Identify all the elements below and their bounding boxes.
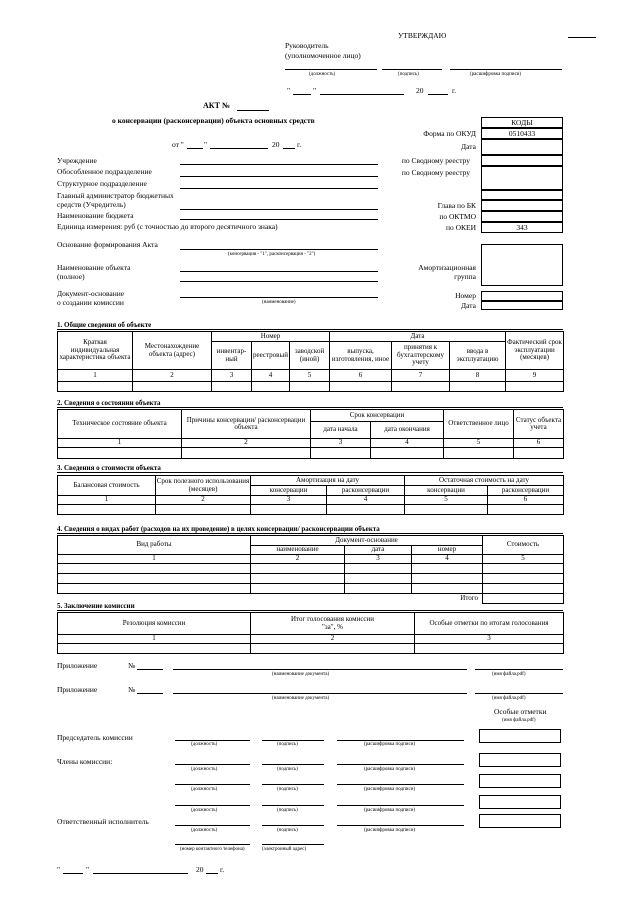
s3-num: 4: [327, 496, 405, 505]
approval-day-line: [293, 94, 311, 95]
member1-position-hint: (должность): [191, 767, 218, 772]
attach-no-1: №: [128, 661, 136, 670]
s2-h-end: дата окончания: [371, 422, 444, 439]
admin-line[interactable]: [180, 209, 378, 210]
s3-rule: [57, 472, 563, 473]
s1-num: 3: [212, 370, 252, 382]
codes-date-box[interactable]: [481, 139, 563, 155]
member1-decoding-line[interactable]: [337, 764, 464, 765]
member2-signature-hint: (подпись): [277, 787, 298, 792]
executor-notes-box[interactable]: [479, 814, 561, 828]
s5-h-notes: Особые отметки по итогам голосования: [415, 613, 564, 635]
s2-table: [57, 409, 564, 459]
members-label: Члены комиссии:: [57, 757, 113, 766]
s4-total-label: Итого: [460, 594, 478, 603]
executor-position-hint: (должность): [191, 828, 218, 833]
table-row[interactable]: [58, 574, 564, 584]
chair-decoding-hint: (расшифровка подписи): [364, 742, 416, 747]
structural-line[interactable]: [180, 188, 378, 189]
s4-rule: [57, 533, 563, 534]
s2-h-reason: Причины консервации/ расконсервации объекта: [182, 410, 311, 439]
s4-h-name: наименование: [251, 546, 345, 555]
s4-num: 5: [483, 555, 564, 564]
s2-h-start: дата начала: [311, 422, 371, 439]
approval-year-line: [428, 94, 448, 95]
date2-label: Дата: [461, 301, 476, 310]
email-hint: (электронный адрес): [262, 847, 307, 852]
s1-h-made: выпуска, изготовления, иное: [330, 342, 392, 370]
s4-num: 1: [58, 555, 251, 564]
s3-num: 5: [405, 496, 488, 505]
oktmo-label: по ОКТМО: [439, 212, 476, 221]
s1-h-num: Номер: [212, 332, 330, 342]
member3-position-hint: (должность): [191, 808, 218, 813]
s4-h-cost: Стоимость: [483, 536, 564, 555]
codes-number-box[interactable]: [481, 291, 563, 301]
s1-h-reg: реестровый: [252, 342, 290, 370]
s2-h-state: Техническое состояние объекта: [58, 410, 182, 439]
phone-line[interactable]: [175, 844, 250, 845]
act-day-line: [187, 148, 203, 149]
s4-h-doc: Документ-основание: [251, 536, 483, 546]
table-row[interactable]: [58, 505, 564, 515]
executor-decoding-line[interactable]: [337, 825, 464, 826]
s5-title: 5. Заключение комиссии: [57, 602, 135, 610]
act-g: г.: [297, 140, 302, 149]
member3-notes-box[interactable]: [479, 795, 561, 809]
basis-hint: (консервация - "1", расконсервация - "2"): [228, 252, 316, 257]
s1-num: 5: [290, 370, 330, 382]
s2-h-status: Статус объекта учета: [514, 410, 564, 439]
s2-h-term: Срок консервации: [311, 410, 444, 422]
admin-label: Главный администратор бюджетных: [57, 191, 174, 200]
footer-quote2: ": [86, 865, 90, 874]
member2-signature-line[interactable]: [262, 784, 324, 785]
s2-num: 2: [182, 439, 311, 448]
executor-signature-hint: (подпись): [277, 828, 298, 833]
approval-decoding-hint: (расшифровка подписи): [470, 72, 522, 77]
s2-num: 5: [444, 439, 514, 448]
approval-month-line: [320, 94, 404, 95]
doc-label-2: о создании комиссии: [57, 298, 124, 307]
s5-table: [57, 612, 564, 654]
member3-signature-hint: (подпись): [277, 808, 298, 813]
s3-title: 3. Сведения о стоимости объекта: [57, 464, 161, 472]
executor-signature-line[interactable]: [262, 825, 324, 826]
s1-num: 8: [450, 370, 506, 382]
s1-title: 1. Общие сведения об объекте: [57, 321, 152, 329]
s3-h-cons: консервации: [251, 486, 327, 496]
institution-label: Учреждение: [57, 156, 97, 165]
act-number-label: АКТ №: [203, 101, 230, 110]
s3-num: 2: [156, 496, 251, 505]
member1-position-line[interactable]: [175, 764, 250, 765]
s4-num: 2: [251, 555, 345, 564]
s5-num: 1: [58, 635, 251, 644]
footer-year-line[interactable]: [206, 873, 218, 874]
amort-label-2: группа: [454, 272, 476, 281]
s2-h-resp: Ответственное лицо: [444, 410, 514, 439]
s4-num: 3: [345, 555, 412, 564]
s1-h-loc: Местонахождение объекта (адрес): [133, 332, 212, 370]
s1-h-char: Краткая индивидуальная характеристика объекта: [58, 332, 133, 370]
s1-h-acc: принятия к бухгалтерскому учету: [392, 342, 450, 370]
s5-num: 2: [251, 635, 415, 644]
member1-notes-box[interactable]: [479, 753, 561, 767]
s2-num: 4: [371, 439, 444, 448]
s4-table: [57, 535, 564, 604]
codes-okei-value: 343: [516, 223, 528, 232]
attach-no-2: №: [128, 685, 136, 694]
separate-label: Обособленное подразделение: [57, 167, 152, 176]
member2-decoding-hint: (расшифровка подписи): [364, 787, 416, 792]
table-row[interactable]: [58, 448, 564, 459]
separate-line[interactable]: [180, 176, 378, 177]
budget-label: Наименование бюджета: [57, 211, 134, 220]
act-quote2: ": [204, 140, 208, 149]
act-month-line: [210, 148, 268, 149]
approval-position-line: [285, 69, 377, 70]
member3-decoding-hint: (расшифровка подписи): [364, 808, 416, 813]
chair-label: Председатель комиссии: [57, 733, 133, 742]
chair-position-line[interactable]: [175, 740, 250, 741]
s1-h-fact: заводской (иной): [290, 342, 330, 370]
attach-label-1: Приложение: [57, 661, 98, 670]
codes-header: КОДЫ: [511, 118, 533, 127]
reg2-label: по Сводному реестру: [401, 168, 470, 177]
member2-position-hint: (должность): [191, 787, 218, 792]
approval-signature-hint: (подпись): [398, 72, 419, 77]
act-title: о консервации (расконсервации) объекта основных средств: [112, 116, 315, 125]
okei-label: по ОКЕИ: [445, 223, 476, 232]
doc-label: Документ-основание: [57, 289, 125, 298]
approval-position-hint: (должность): [309, 72, 336, 77]
s3-h-term: Срок полезного использования (месяцев): [156, 476, 251, 496]
member1-signature-hint: (подпись): [277, 767, 298, 772]
codes-reg1-box[interactable]: [481, 155, 563, 166]
institution-line[interactable]: [180, 164, 378, 165]
s3-h-cons2: консервации: [405, 486, 488, 496]
reg1-label: по Сводному реестру: [401, 156, 470, 165]
act-from: от ": [172, 140, 184, 149]
chair-decoding-line[interactable]: [337, 740, 464, 741]
s5-num: 3: [415, 635, 564, 644]
member3-signature-line[interactable]: [262, 805, 324, 806]
s5-h-res: Резолюция комиссии: [58, 613, 251, 635]
structural-label: Структурное подразделение: [57, 179, 147, 188]
phone-hint: (номер контактного телефона): [180, 847, 245, 852]
s3-h-bal: Балансовая стоимость: [58, 476, 156, 496]
s1-h-date: Дата: [330, 332, 506, 342]
executor-decoding-hint: (расшифровка подписи): [364, 828, 416, 833]
table-row[interactable]: [58, 382, 564, 392]
approval-head: Руководитель: [285, 41, 329, 50]
attach-doc-line-1[interactable]: [173, 669, 467, 670]
s1-h-life: Фактический срок эксплуатации (месяцев): [506, 332, 564, 370]
act-number-line: [237, 110, 269, 111]
chair-position-hint: (должность): [191, 742, 218, 747]
special-notes-hint: (имя файла.pdf): [502, 718, 536, 723]
table-row[interactable]: [58, 564, 564, 574]
object-label: Наименование объекта: [57, 263, 131, 272]
attach-doc-line-2[interactable]: [173, 693, 467, 694]
s3-num: 1: [58, 496, 156, 505]
s4-num: 4: [412, 555, 483, 564]
s4-h-date: дата: [345, 546, 412, 555]
table-row[interactable]: [58, 644, 564, 654]
s1-num: 1: [58, 370, 133, 382]
basis-line[interactable]: [180, 249, 378, 250]
s2-num: 3: [311, 439, 371, 448]
executor-position-line[interactable]: [175, 825, 250, 826]
table-row[interactable]: [58, 584, 564, 594]
chair-notes-box[interactable]: [479, 729, 561, 743]
s1-h-op: ввода в эксплуатацию: [450, 342, 506, 370]
email-line[interactable]: [262, 844, 324, 845]
act-year: 20: [272, 140, 280, 149]
footer-quote1: ": [57, 865, 61, 874]
date-label: Дата: [461, 142, 476, 151]
s3-table: [57, 475, 564, 515]
codes-reg2-box[interactable]: [481, 166, 563, 190]
s5-h-vote: Итог голосования комиссии "за", %: [251, 613, 415, 635]
attach-no-line-1[interactable]: [137, 669, 163, 670]
codes-okud-value: 0510433: [508, 129, 536, 138]
approval-year: 20: [416, 86, 424, 95]
s5-rule: [57, 610, 563, 611]
attach-doc-hint-1: (наименование документа): [272, 672, 330, 677]
attach-file-line-1[interactable]: [475, 669, 563, 670]
approval-date-quote2: ": [313, 86, 317, 95]
executor-label: Ответственный исполнитель: [57, 817, 149, 826]
attach-file-hint-1: (имя файла.pdf): [492, 672, 526, 677]
s4-h-num: номер: [412, 546, 483, 555]
footer-month-line[interactable]: [93, 873, 188, 874]
codes-date2-box[interactable]: [481, 301, 563, 310]
s3-num: 6: [488, 496, 564, 505]
member2-decoding-line[interactable]: [337, 784, 464, 785]
member3-position-line[interactable]: [175, 805, 250, 806]
object-line-1[interactable]: [180, 271, 378, 272]
s2-title: 2. Сведения о состоянии объекта: [57, 399, 161, 407]
s1-table: [57, 331, 564, 392]
approval-head-sub: (уполномоченное лицо): [285, 51, 361, 60]
s2-num: 1: [58, 439, 182, 448]
approval-decoding-line: [450, 69, 562, 70]
doc-line[interactable]: [180, 297, 378, 298]
footer-year: 20: [196, 865, 204, 874]
s1-num: 6: [330, 370, 392, 382]
corner-mark: [568, 37, 596, 38]
chair-signature-hint: (подпись): [277, 742, 298, 747]
attach-file-hint-2: (имя файла.pdf): [492, 696, 526, 701]
s1-num: 7: [392, 370, 450, 382]
approval-g: г.: [452, 86, 457, 95]
object-label-2: (полное): [57, 272, 85, 281]
s3-h-rest: Остаточная стоимость на дату: [405, 476, 564, 486]
s1-num: 9: [506, 370, 564, 382]
member2-position-line[interactable]: [175, 784, 250, 785]
admin-label-2: средств (Учредитель): [57, 200, 126, 209]
s3-h-recons2: расконсервации: [488, 486, 564, 496]
attach-doc-hint-2: (наименование документа): [272, 696, 330, 701]
okud-label: Форма по ОКУД: [423, 129, 476, 138]
number-label: Номер: [455, 291, 476, 300]
approval-date-quote1: ": [287, 86, 291, 95]
s4-h-kind: Вид работы: [58, 536, 251, 555]
attach-file-line-2[interactable]: [475, 693, 563, 694]
act-year-line: [283, 148, 295, 149]
approval-signature-line: [382, 69, 442, 70]
attach-no-line-2[interactable]: [137, 693, 163, 694]
basis-label: Основание формирования Акта: [57, 240, 158, 249]
s4-total-cell[interactable]: [483, 594, 564, 604]
s2-num: 6: [514, 439, 564, 448]
member1-signature-line[interactable]: [262, 764, 324, 765]
member2-notes-box[interactable]: [479, 774, 561, 788]
special-notes-label: Особые отметки: [494, 707, 547, 716]
member3-decoding-line[interactable]: [337, 805, 464, 806]
codes-bk-box[interactable]: [481, 200, 563, 211]
attach-label-2: Приложение: [57, 685, 98, 694]
codes-basis-box[interactable]: [481, 244, 563, 286]
doc-hint: (наименование): [262, 300, 296, 305]
s3-h-recons: расконсервации: [327, 486, 405, 496]
chair-signature-line[interactable]: [262, 740, 324, 741]
codes-oktmo-box[interactable]: [481, 211, 563, 222]
s1-num: 2: [133, 370, 212, 382]
s4-title: 4. Сведения о видах работ (расходов на их проведение) в целях консервации/ расконсервации объекта: [57, 525, 380, 533]
object-line-2[interactable]: [180, 281, 378, 282]
member1-decoding-hint: (расшифровка подписи): [364, 767, 416, 772]
s2-rule: [57, 407, 563, 408]
footer-day-line[interactable]: [63, 873, 83, 874]
amort-label: Амортизационная: [418, 263, 476, 272]
unit-label: Единица измерения: руб (с точностью до второго десятичного знака): [57, 222, 278, 231]
bk-label: Глава по БК: [437, 201, 476, 210]
approval-title: УТВЕРЖДАЮ: [398, 31, 447, 40]
s3-h-amort: Амортизация на дату: [251, 476, 405, 486]
s1-h-inv: инвентар-ный: [212, 342, 252, 370]
budget-line[interactable]: [180, 219, 378, 220]
s1-num: 4: [252, 370, 290, 382]
codes-empty1-box[interactable]: [481, 190, 563, 200]
footer-g: г.: [220, 865, 225, 874]
s1-rule: [57, 329, 563, 330]
s3-num: 3: [251, 496, 327, 505]
